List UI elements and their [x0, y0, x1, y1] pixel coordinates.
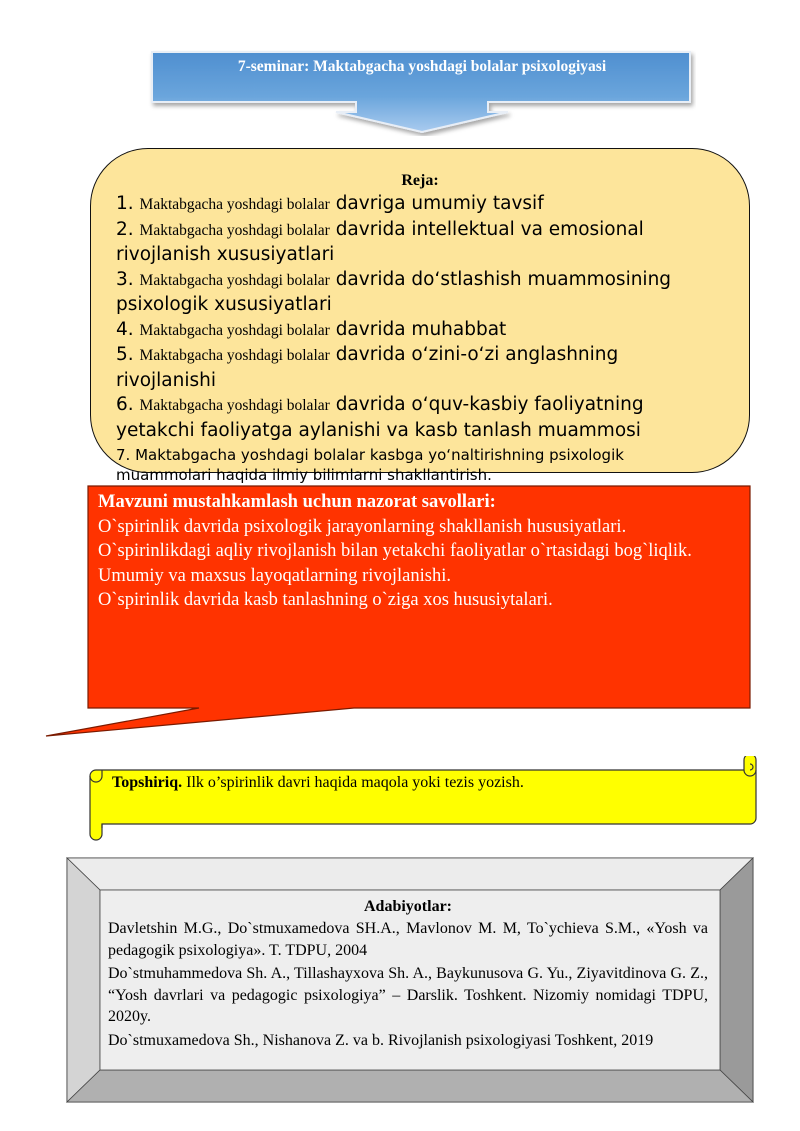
literature-list [108, 918, 708, 1053]
plan-item [116, 268, 716, 318]
plan-heading: Reja: [401, 172, 439, 189]
task-scroll-shape [86, 756, 758, 842]
plan-item-prefix: Maktabgacha yoshdagi bolalar [139, 196, 330, 213]
plan-item-number: 2. [116, 218, 134, 240]
page-title: 7-seminar: Maktabgacha yoshdagi bolalar psixologiyasi [237, 58, 607, 75]
literature-item: Do`stmuhammedova Sh. A., Tillashayxova Sh. A., Baykunusova G. Yu., Ziyavitdinova G. Z., “Yosh davrlari va pedagogic psixologiya” – Darslik. Toshkent. Nizomiy nomidagi TDPU, 2020y. [108, 965, 708, 1025]
plan-item [116, 218, 716, 268]
task [112, 774, 524, 792]
plan-item [116, 343, 716, 393]
task-text: Ilk o’spirinlik davri haqida maqola yoki tezis yozish. [182, 774, 524, 791]
plan-item-prefix: Maktabgacha yoshdagi bolalar [139, 221, 330, 239]
literature-item: Davletshin M.G., Do`stmuxamedova SH.A., Mavlonov M. M, To`ychieva S.M., «Yosh va pedagogik psixologiya». T. TDPU, 2004 [108, 920, 708, 959]
literature-item: Do`stmuxamedova Sh., Nishanova Z. va b. Rivojlanish psixologiyasi Toshkent, 2019 [108, 1031, 654, 1049]
plan-item-number: 3. [116, 268, 134, 290]
plan-item-text: davrida o‘zini-o‘zi anglashning rivojlanishi [116, 344, 619, 391]
plan-list [116, 192, 716, 485]
plan-item-text: davrida muhabbat [335, 318, 507, 340]
plan-item-number: 6. [116, 394, 134, 415]
plan-item-number: 1. [116, 193, 134, 214]
plan-item-text: davriga umumiy tavsif [335, 193, 544, 214]
plan-item-text: davrida intellektual va emosional rivojlanish xususiyatlari [116, 218, 644, 265]
plan-item-prefix: Maktabgacha yoshdagi bolalar [139, 271, 330, 289]
plan-item-number: 5. [116, 344, 134, 365]
plan-item [116, 393, 716, 443]
plan-item-number: 4. [116, 318, 134, 340]
task-label: Topshiriq. [112, 774, 183, 791]
control-question: O`spirinlikdagi aqliy rivojlanish bilan yetakchi faoliyatlar o`rtasidagi bog`liqlik. [98, 541, 692, 561]
control-questions-heading: Mavzuni mustahkamlash uchun nazorat savollari: [98, 492, 496, 512]
plan-item [116, 318, 716, 344]
literature-heading: Adabiyotlar: [364, 898, 452, 915]
plan-item [116, 192, 716, 218]
plan-item-prefix: Maktabgacha yoshdagi bolalar [139, 397, 330, 414]
plan-item-7: 7. Maktabgacha yoshdagi bolalar kasbga yo‘naltirishning psixologik muammolari haqida ilmiy bilimlarni shakllantirish. [116, 446, 624, 484]
control-question: O`spirinlik davrida kasb tanlashning o`ziga xos hususiytalari. [98, 590, 553, 610]
plan-item-prefix: Maktabgacha yoshdagi bolalar [139, 321, 330, 339]
plan-item-text: davrida o‘quv-kasbiy faoliyatning yetakchi faoliyatga aylanishi va kasb tanlash muammosi [116, 394, 644, 441]
plan-item-text: davrida do‘stlashish muammosining psixologik xususiyatlari [116, 268, 672, 315]
control-question: Umumiy va maxsus layoqatlarning rivojlanishi. [98, 565, 451, 586]
plan-item-prefix: Maktabgacha yoshdagi bolalar [139, 347, 330, 364]
control-question: O`spirinlik davrida psixologik jarayonlarning shakllanish hususiyatlari. [98, 516, 627, 537]
control-questions [98, 490, 738, 613]
